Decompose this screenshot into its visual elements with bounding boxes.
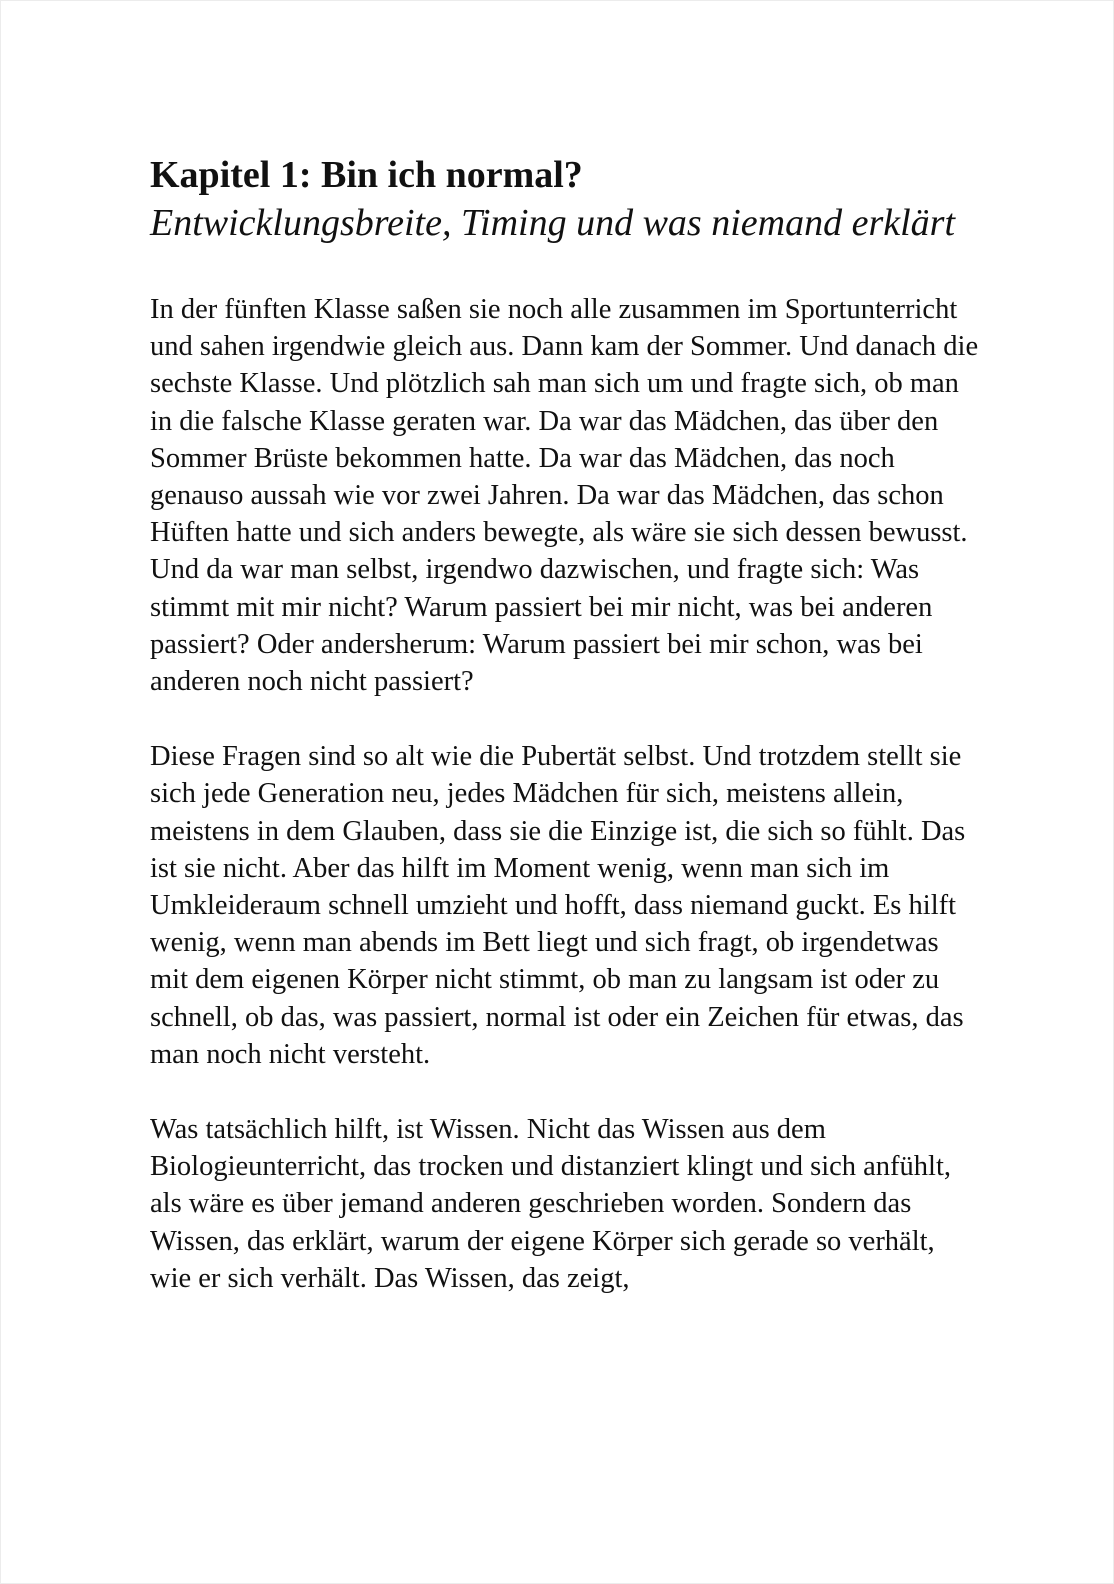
page-content xyxy=(150,151,980,1335)
body-paragraph-1: In der fünften Klasse saßen sie noch alle zusammen im Sportunterricht und sahen irgendwie gleich aus. Dann kam der Sommer. Und danach die sechste Klasse. Und plötzlich sah man sich um und fragte sich, ob man in die falsche Klasse geraten war. Da war das Mädchen, das über den Sommer Brüste bekommen hatte. Da war das Mädchen, das noch genauso aussah wie vor zwei Jahren. Da war das Mädchen, das schon Hüften hatte und sich anders bewegte, als wäre sie sich dessen bewusst. Und da war man selbst, irgendwo dazwischen, und fragte sich: Was stimmt mit mir nicht? Warum passiert bei mir nicht, was bei anderen passiert? Oder andersherum: Warum passiert bei mir schon, was bei anderen noch nicht passiert? xyxy=(150,294,979,698)
chapter-title: Kapitel 1: Bin ich normal? xyxy=(150,154,583,196)
chapter-subtitle: Entwicklungsbreite, Timing und was niemand erklärt xyxy=(150,202,955,244)
body-paragraph-2: Diese Fragen sind so alt wie die Pubertät selbst. Und trotzdem stellt sie sich jede Generation neu, jedes Mädchen für sich, meistens allein, meistens in dem Glauben, dass sie die Einzige ist, die sich so fühlt. Das ist sie nicht. Aber das hilft im Moment wenig, wenn man sich im Umkleideraum schnell umzieht und hofft, dass niemand guckt. Es hilft wenig, wenn man abends im Bett liegt und sich fragt, ob irgendetwas mit dem eigenen Körper nicht stimmt, ob man zu langsam ist oder zu schnell, ob das, was passiert, normal ist oder ein Zeichen für etwas, das man noch nicht versteht. xyxy=(150,741,966,1070)
body-paragraph-3: Was tatsächlich hilft, ist Wissen. Nicht das Wissen aus dem Biologieunterricht, das trocken und distanziert klingt und sich anfühlt, als wäre es über jemand anderen geschrieben worden. Sondern das Wissen, das erklärt, warum der eigene Körper sich gerade so verhält, wie er sich verhält. Das Wissen, das zeigt, xyxy=(150,1114,951,1294)
